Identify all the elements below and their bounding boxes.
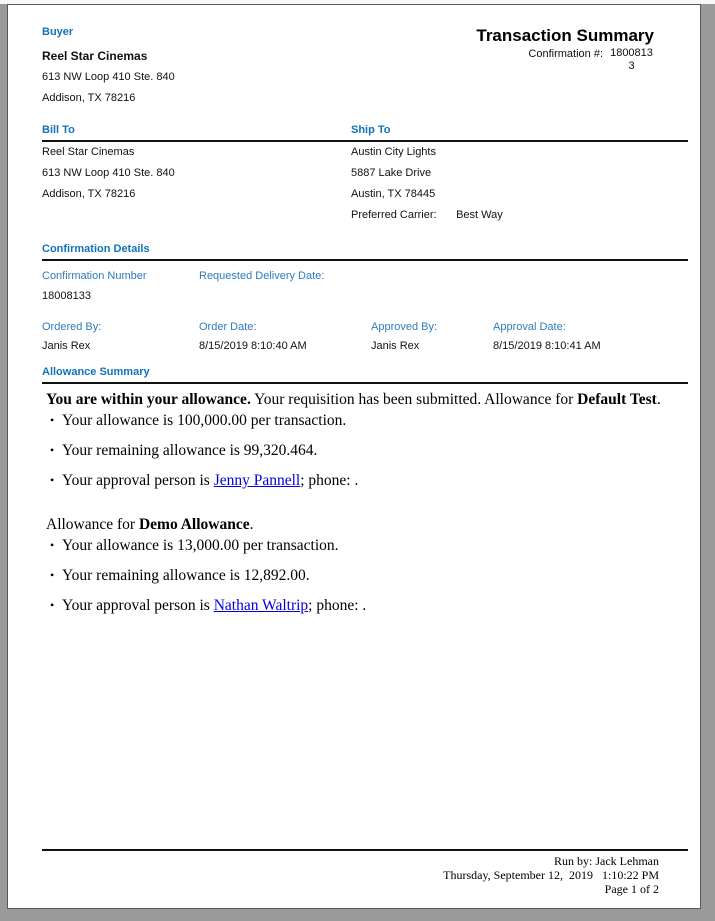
ordered-by-value: Janis Rex (42, 340, 91, 352)
confirmation-number-field-label: Confirmation Number (42, 270, 147, 282)
ship-to-address (351, 146, 688, 230)
preferred-carrier-label: Preferred Carrier: (351, 209, 437, 221)
allowance-summary-heading: Allowance Summary (42, 366, 150, 378)
run-by: Run by: Jack Lehman (554, 854, 659, 868)
ship-to-line: Austin, TX 78445 (351, 188, 436, 200)
allowance-intro-text: Your requisition has been submitted. Allowance for (250, 391, 578, 408)
allowance-per-transaction: Your allowance is 100,000.00 per transaction. (62, 412, 347, 429)
allowance-bullet (46, 536, 688, 555)
allowance-bullet (46, 566, 688, 585)
bill-ship-section (42, 124, 688, 230)
divider (42, 382, 688, 384)
preferred-carrier-row (351, 209, 688, 222)
allowance-name: Default Test (577, 391, 657, 408)
allowance-intro: You are within your allowance. Your requisition has been submitted. Allowance for Default Test. (46, 391, 661, 408)
allowance-approver: Your approval person is Nathan Waltrip; phone: . (62, 597, 367, 614)
approval-date-value: 8/15/2019 8:10:41 AM (493, 340, 601, 352)
allowance-remaining: Your remaining allowance is 99,320.464. (62, 442, 318, 459)
bullet-icon: • (50, 538, 55, 552)
approved-by-value: Janis Rex (371, 340, 420, 352)
divider (42, 259, 688, 261)
buyer-address-line: Addison, TX 78216 (42, 92, 136, 104)
buyer-block (42, 26, 175, 113)
confirmation-number-row (476, 47, 654, 73)
bill-to-line: 613 NW Loop 410 Ste. 840 (42, 167, 175, 179)
page-title: Transaction Summary (476, 26, 654, 45)
report-header (42, 26, 688, 113)
confirmation-number-field-value: 18008133 (42, 290, 91, 302)
buyer-section-label: Buyer (42, 26, 74, 38)
allowance-remaining: Your remaining allowance is 12,892.00. (62, 567, 310, 584)
allowance-block (46, 515, 688, 615)
allowance-summary-section (42, 366, 688, 615)
title-block (476, 26, 688, 73)
buyer-address-line: 613 NW Loop 410 Ste. 840 (42, 71, 175, 83)
page-number: Page 1 of 2 (604, 882, 659, 896)
bill-to-address (42, 146, 351, 230)
allowance-intro: Allowance for Demo Allowance. (46, 516, 254, 533)
allowance-status-text: You are within your allowance. (46, 391, 251, 408)
bullet-icon: • (50, 413, 55, 427)
preferred-carrier-value: Best Way (456, 209, 503, 221)
allowance-block (46, 390, 688, 490)
bullet-icon: • (50, 568, 55, 582)
allowance-bullet (46, 441, 688, 460)
buyer-name: Reel Star Cinemas (42, 49, 148, 63)
divider (42, 140, 688, 142)
allowance-per-transaction: Your allowance is 13,000.00 per transaction. (62, 537, 339, 554)
requested-delivery-date-label: Requested Delivery Date: (199, 270, 325, 282)
bullet-icon: • (50, 598, 55, 612)
bill-to-line: Addison, TX 78216 (42, 188, 136, 200)
ordered-by-label: Ordered By: (42, 321, 102, 333)
approved-by-label: Approved By: (371, 321, 438, 333)
confirmation-details-heading: Confirmation Details (42, 243, 150, 255)
report-page (7, 4, 701, 909)
order-date-value: 8/15/2019 8:10:40 AM (199, 340, 307, 352)
report-content (8, 5, 700, 615)
report-footer (42, 849, 688, 896)
run-date: Thursday, September 12, 2019 1:10:22 PM (443, 868, 659, 882)
allowance-bullet (46, 596, 688, 615)
allowance-name: Demo Allowance (138, 516, 250, 533)
confirmation-number-value: 18008133 (610, 47, 653, 72)
ship-to-heading: Ship To (351, 124, 391, 136)
order-date-label: Order Date: (199, 321, 257, 333)
bill-to-heading: Bill To (42, 124, 75, 136)
ship-to-line: Austin City Lights (351, 146, 436, 158)
allowance-bullet (46, 411, 688, 430)
bullet-icon: • (50, 473, 55, 487)
confirmation-number-label: Confirmation #: (528, 48, 603, 60)
ship-to-line: 5887 Lake Drive (351, 167, 432, 179)
approval-date-label: Approval Date: (493, 321, 566, 333)
confirmation-details-section (42, 243, 688, 353)
allowance-intro-text: Allowance for (46, 516, 139, 533)
bullet-icon: • (50, 443, 55, 457)
allowance-bullet (46, 471, 688, 490)
allowance-approver: Your approval person is Jenny Pannell; phone: . (62, 472, 359, 489)
approver-link[interactable]: Nathan Waltrip (213, 597, 309, 614)
approver-link[interactable]: Jenny Pannell (213, 472, 301, 489)
bill-to-line: Reel Star Cinemas (42, 146, 135, 158)
